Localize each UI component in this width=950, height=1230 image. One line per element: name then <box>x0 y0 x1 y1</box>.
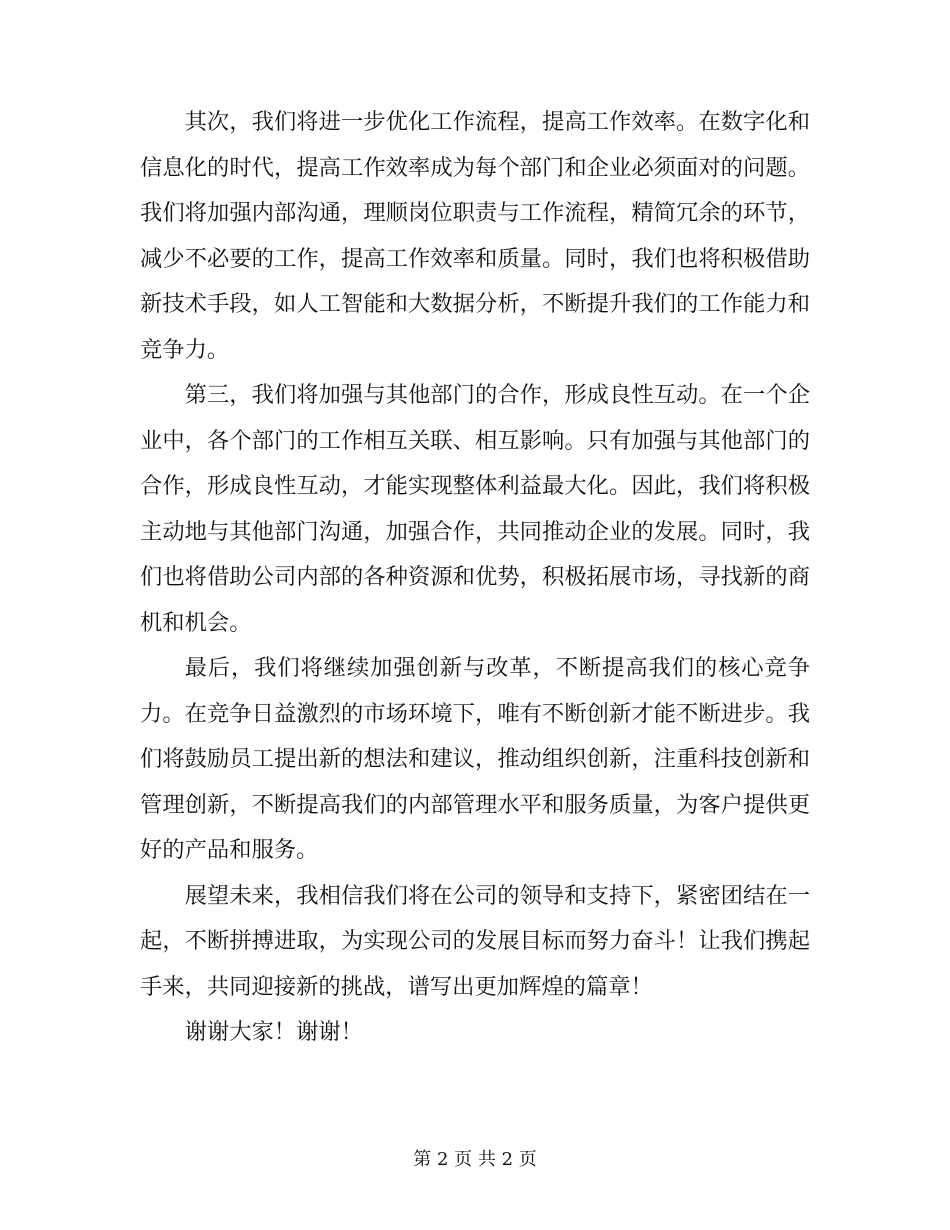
paragraph-innovation-reform: 最后，我们将继续加强创新与改革，不断提高我们的核心竞争力。在竞争日益激烈的市场环境下，唯有不断创新才能不断进步。我们将鼓励员工提出新的想法和建议，推动组织创新，注重科技创新和管理创新，不断提高我们的内部管理水平和服务质量，为客户提供更好的产品和服务。 <box>140 655 810 863</box>
paragraph-optimize-workflow: 其次，我们将进一步优化工作流程，提高工作效率。在数字化和信息化的时代，提高工作效率成为每个部门和企业必须面对的问题。我们将加强内部沟通，理顺岗位职责与工作流程，精简冗余的环节，减少不必要的工作，提高工作效率和质量。同时，我们也将积极借助新技术手段，如人工智能和大数据分析，不断提升我们的工作能力和竞争力。 <box>140 109 810 363</box>
paragraph-thanks: 谢谢大家！谢谢！ <box>184 1019 363 1045</box>
document-body <box>140 100 810 1056</box>
page-number-footer: 第 2 页 共 2 页 <box>413 1149 537 1170</box>
paragraph-future-outlook: 展望未来，我相信我们将在公司的领导和支持下，紧密团结在一起，不断拼搏进取，为实现公司的发展目标而努力奋斗！让我们携起手来，共同迎接新的挑战，谱写出更加辉煌的篇章！ <box>140 882 810 1000</box>
paragraph-department-cooperation: 第三，我们将加强与其他部门的合作，形成良性互动。在一个企业中，各个部门的工作相互关联、相互影响。只有加强与其他部门的合作，形成良性互动，才能实现整体利益最大化。因此，我们将积极主动地与其他部门沟通，加强合作，共同推动企业的发展。同时，我们也将借助公司内部的各种资源和优势，积极拓展市场，寻找新的商机和机会。 <box>140 382 810 636</box>
